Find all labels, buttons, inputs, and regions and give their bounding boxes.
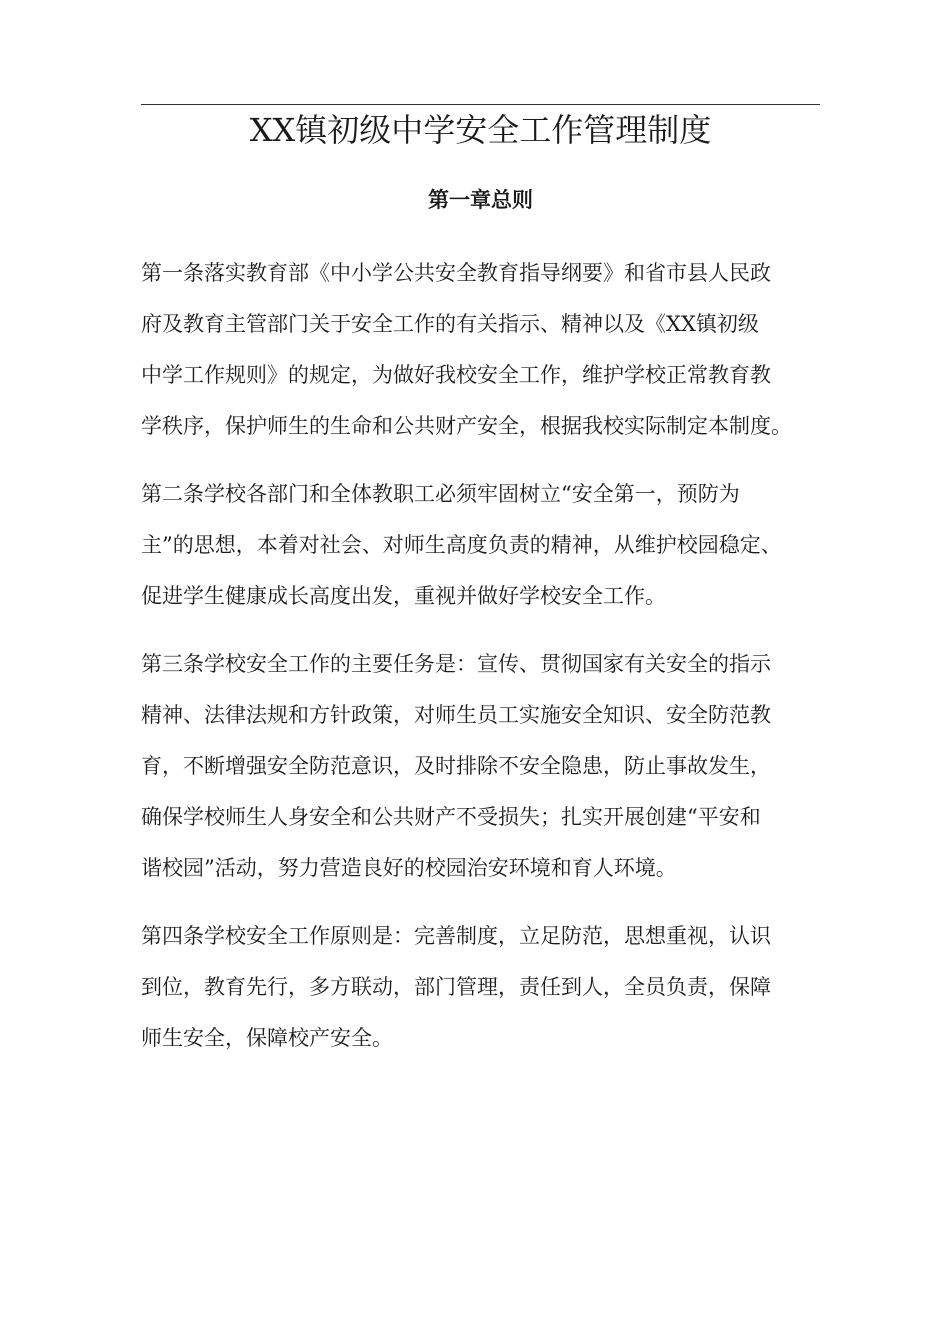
chapter-title: 第一章总则 — [428, 187, 533, 212]
paragraph-line: 第三条学校安全工作的主要任务是：宣传、贯彻国家有关安全的指示 — [141, 652, 771, 676]
paragraph-line: 中学工作规则》的规定，为做好我校安全工作，维护学校正常教育教 — [141, 363, 771, 387]
paragraph-line: 到位，教育先行，多方联动，部门管理，责任到人，全员负责，保障 — [141, 975, 771, 999]
paragraph-line: 谐校园”活动，努力营造良好的校园治安环境和育人环境。 — [141, 856, 677, 880]
paragraph-line: 府及教育主管部门关于安全工作的有关指示、精神以及《XX镇初级 — [141, 312, 759, 336]
paragraph-line: 学秩序，保护师生的生命和公共财产安全，根据我校实际制定本制度。 — [141, 414, 792, 438]
paragraph-line: 育，不断增强安全防范意识，及时排除不安全隐患，防止事故发生， — [141, 754, 771, 778]
paragraph-line: 精神、法律法规和方针政策，对师生员工实施安全知识、安全防范教 — [141, 703, 771, 727]
paragraph-line: 促进学生健康成长高度出发，重视并做好学校安全工作。 — [141, 584, 666, 608]
header-rule — [141, 104, 820, 105]
article-2-paragraph — [141, 477, 841, 630]
paragraph-line: 师生安全，保障校产安全。 — [141, 1026, 393, 1050]
paragraph-line: 第四条学校安全工作原则是：完善制度，立足防范，思想重视，认识 — [141, 924, 771, 948]
document-title: XX镇初级中学安全工作管理制度 — [249, 111, 712, 149]
paragraph-line: 主”的思想，本着对社会、对师生高度负责的精神，从维护校园稳定、 — [141, 533, 782, 557]
article-1-paragraph — [141, 256, 841, 460]
paragraph-line: 第二条学校各部门和全体教职工必须牢固树立“安全第一，预防为 — [141, 482, 740, 506]
paragraph-line: 第一条落实教育部《中小学公共安全教育指导纲要》和省市县人民政 — [141, 261, 771, 285]
article-3-paragraph — [141, 647, 841, 902]
article-4-paragraph — [141, 919, 841, 1072]
paragraph-line: 确保学校师生人身安全和公共财产不受损失；扎实开展创建“平安和 — [141, 805, 761, 829]
